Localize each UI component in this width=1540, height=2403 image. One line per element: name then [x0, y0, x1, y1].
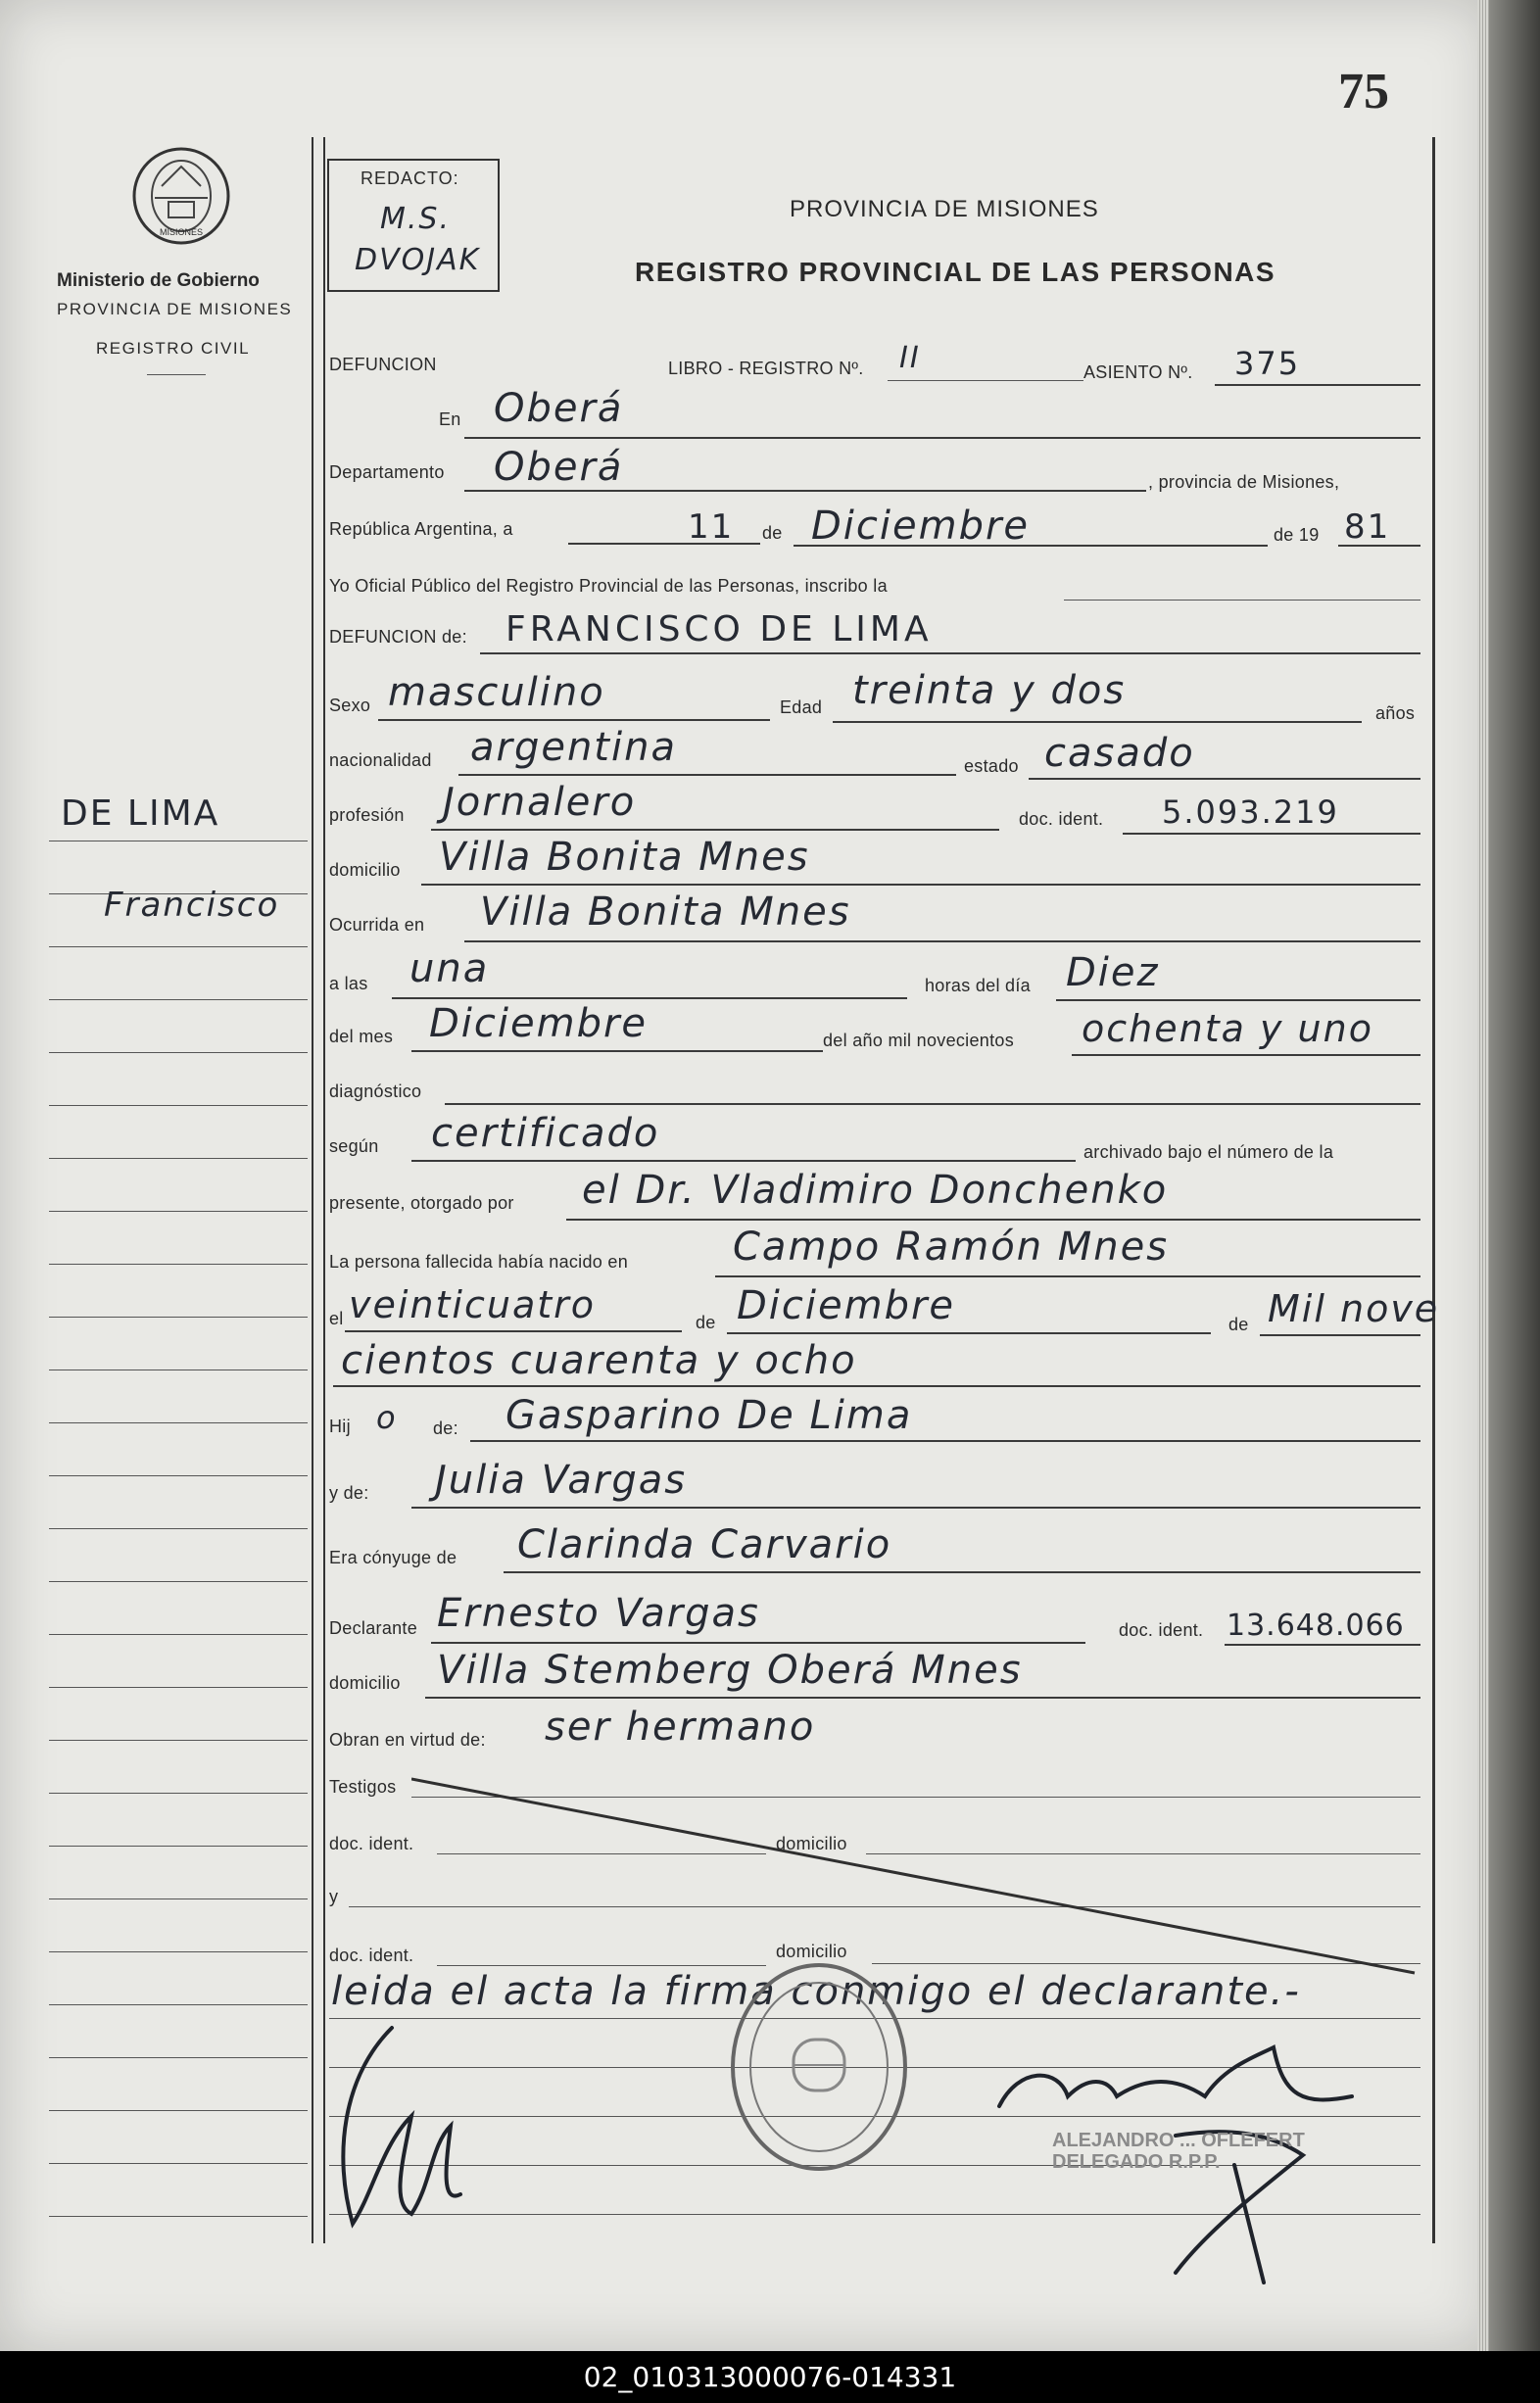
profesion-label: profesión	[329, 805, 405, 825]
padre-value: Gasparino De Lima	[505, 1393, 913, 1438]
segun-value: certificado	[431, 1111, 660, 1156]
decl-domicilio-label: domicilio	[329, 1673, 401, 1693]
defuncion-label: DEFUNCION de:	[329, 627, 467, 647]
official-stamp-text: ALEJANDRO ... OFLEFERT DELEGADO R.P.P.	[1052, 2130, 1305, 2173]
testigo-doc2-label: doc. ident.	[329, 1946, 414, 1965]
header-registry: REGISTRO PROVINCIAL DE LAS PERSONAS	[635, 257, 1276, 287]
provincia-suffix: , provincia de Misiones,	[1148, 472, 1340, 492]
nac-dia-value: veinticuatro	[349, 1283, 596, 1326]
decl-domicilio-value: Villa Stemberg Oberá Mnes	[437, 1648, 1023, 1693]
redacto-initials: M.S.	[380, 202, 451, 236]
conyuge-value: Clarinda Carvario	[517, 1522, 892, 1567]
ministry-province: PROVINCIA DE MISIONES	[57, 300, 293, 318]
act-type: DEFUNCION	[329, 355, 437, 374]
nacionalidad-label: nacionalidad	[329, 750, 432, 770]
header-province: PROVINCIA DE MISIONES	[790, 196, 1099, 222]
horas-label: horas del día	[925, 976, 1031, 995]
nac-de2-label: de	[1228, 1315, 1249, 1334]
closing-text: leida el acta la firma conmigo el declarante.-	[331, 1969, 1301, 2014]
ano-value: ochenta y uno	[1082, 1007, 1373, 1050]
declarant-signature-icon	[323, 1998, 500, 2253]
hijo-suffix-value: o	[376, 1399, 398, 1436]
testigo-domicilio-label: domicilio	[776, 1834, 847, 1853]
decl-doc-value: 13.648.066	[1227, 1609, 1405, 1643]
departamento-value: Oberá	[494, 445, 624, 490]
footer-id-bar	[0, 2351, 1540, 2403]
seal-text: MISIONES	[159, 227, 203, 237]
ministry-name: Ministerio de Gobierno	[57, 270, 260, 291]
otorgado-value: el Dr. Vladimiro Donchenko	[582, 1168, 1169, 1213]
estado-value: casado	[1044, 731, 1195, 776]
footer-id: 02_010313000076-014331	[583, 2361, 957, 2393]
day-value: 11	[688, 507, 735, 547]
oficial-text: Yo Oficial Público del Registro Provincial de las Personas, inscribo la	[329, 576, 888, 596]
el-label: el	[329, 1309, 344, 1328]
en-value: Oberá	[494, 386, 624, 431]
registry-stamp-icon	[721, 1959, 917, 2175]
republica-label: República Argentina, a	[329, 519, 513, 539]
declarante-label: Declarante	[329, 1618, 418, 1638]
redacto-name: DVOJAK	[355, 243, 481, 277]
ministry-seal-icon	[127, 137, 235, 255]
nac-de-label: de	[696, 1313, 716, 1332]
decl-doc-label: doc. ident.	[1119, 1620, 1204, 1640]
edad-value: treinta y dos	[852, 668, 1127, 713]
obran-label: Obran en virtud de:	[329, 1730, 486, 1750]
doc-value: 5.093.219	[1162, 793, 1339, 831]
a-las-value: una	[409, 946, 490, 991]
domicilio-label: domicilio	[329, 860, 401, 880]
nac-mes-value: Diciembre	[737, 1283, 956, 1328]
de-label: de	[762, 523, 783, 543]
testigos-label: Testigos	[329, 1777, 397, 1797]
nac-ano-value-1: Mil nove	[1268, 1287, 1440, 1330]
testigo-doc-label: doc. ident.	[329, 1834, 414, 1853]
nacionalidad-value: argentina	[470, 725, 677, 770]
archivado-label: archivado bajo el número de la	[1083, 1142, 1334, 1162]
en-label: En	[439, 409, 461, 429]
hijo-de-label: de:	[433, 1418, 458, 1438]
page-number: 75	[1338, 64, 1389, 120]
segun-label: según	[329, 1136, 379, 1156]
edad-label: Edad	[780, 697, 823, 717]
profesion-value: Jornalero	[443, 780, 637, 825]
departamento-label: Departamento	[329, 462, 445, 482]
year-prefix: de 19	[1274, 525, 1320, 545]
asiento-value: 375	[1234, 345, 1301, 382]
declarante-value: Ernesto Vargas	[437, 1591, 760, 1636]
madre-value: Julia Vargas	[435, 1458, 688, 1503]
sexo-label: Sexo	[329, 696, 371, 715]
nac-ano-value-2: cientos cuarenta y ocho	[341, 1338, 857, 1383]
redacto-box	[327, 159, 500, 292]
del-ano-label: del año mil novecientos	[823, 1031, 1015, 1050]
ministry-office: REGISTRO CIVIL	[96, 339, 251, 358]
conyuge-label: Era cónyuge de	[329, 1548, 457, 1567]
obran-value: ser hermano	[545, 1705, 816, 1750]
year-value: 81	[1344, 507, 1391, 547]
defuncion-value: FRANCISCO DE LIMA	[505, 609, 933, 649]
asiento-label: ASIENTO Nº.	[1083, 362, 1193, 382]
testigos-strike-line	[411, 1773, 1420, 1979]
del-mes-label: del mes	[329, 1027, 394, 1046]
y-de-label: y de:	[329, 1483, 369, 1503]
ocurrida-value: Villa Bonita Mnes	[480, 889, 851, 935]
margin-given-name: Francisco	[104, 886, 280, 925]
a-las-label: a las	[329, 974, 368, 993]
doc-label: doc. ident.	[1019, 809, 1104, 829]
redacto-label: REDACTO:	[361, 168, 459, 188]
hijo-label: Hij	[329, 1417, 351, 1436]
estado-label: estado	[964, 756, 1019, 776]
diagnostico-label: diagnóstico	[329, 1081, 422, 1101]
testigo-y-label: y	[329, 1887, 339, 1906]
otorgado-label: presente, otorgado por	[329, 1193, 514, 1213]
libro-value: II	[899, 341, 921, 375]
ocurrida-label: Ocurrida en	[329, 915, 425, 935]
libro-label: LIBRO - REGISTRO Nº.	[668, 359, 864, 378]
testigo-domicilio2-label: domicilio	[776, 1942, 847, 1961]
month-value: Diciembre	[811, 504, 1031, 549]
nacido-label: La persona fallecida había nacido en	[329, 1252, 629, 1272]
margin-surname: DE LIMA	[61, 793, 220, 834]
dia-value: Diez	[1066, 950, 1160, 995]
mes-value: Diciembre	[429, 1001, 649, 1046]
sexo-value: masculino	[388, 670, 605, 715]
anos-label: años	[1375, 703, 1416, 723]
nacido-value: Campo Ramón Mnes	[733, 1225, 1170, 1270]
domicilio-value: Villa Bonita Mnes	[439, 835, 810, 880]
